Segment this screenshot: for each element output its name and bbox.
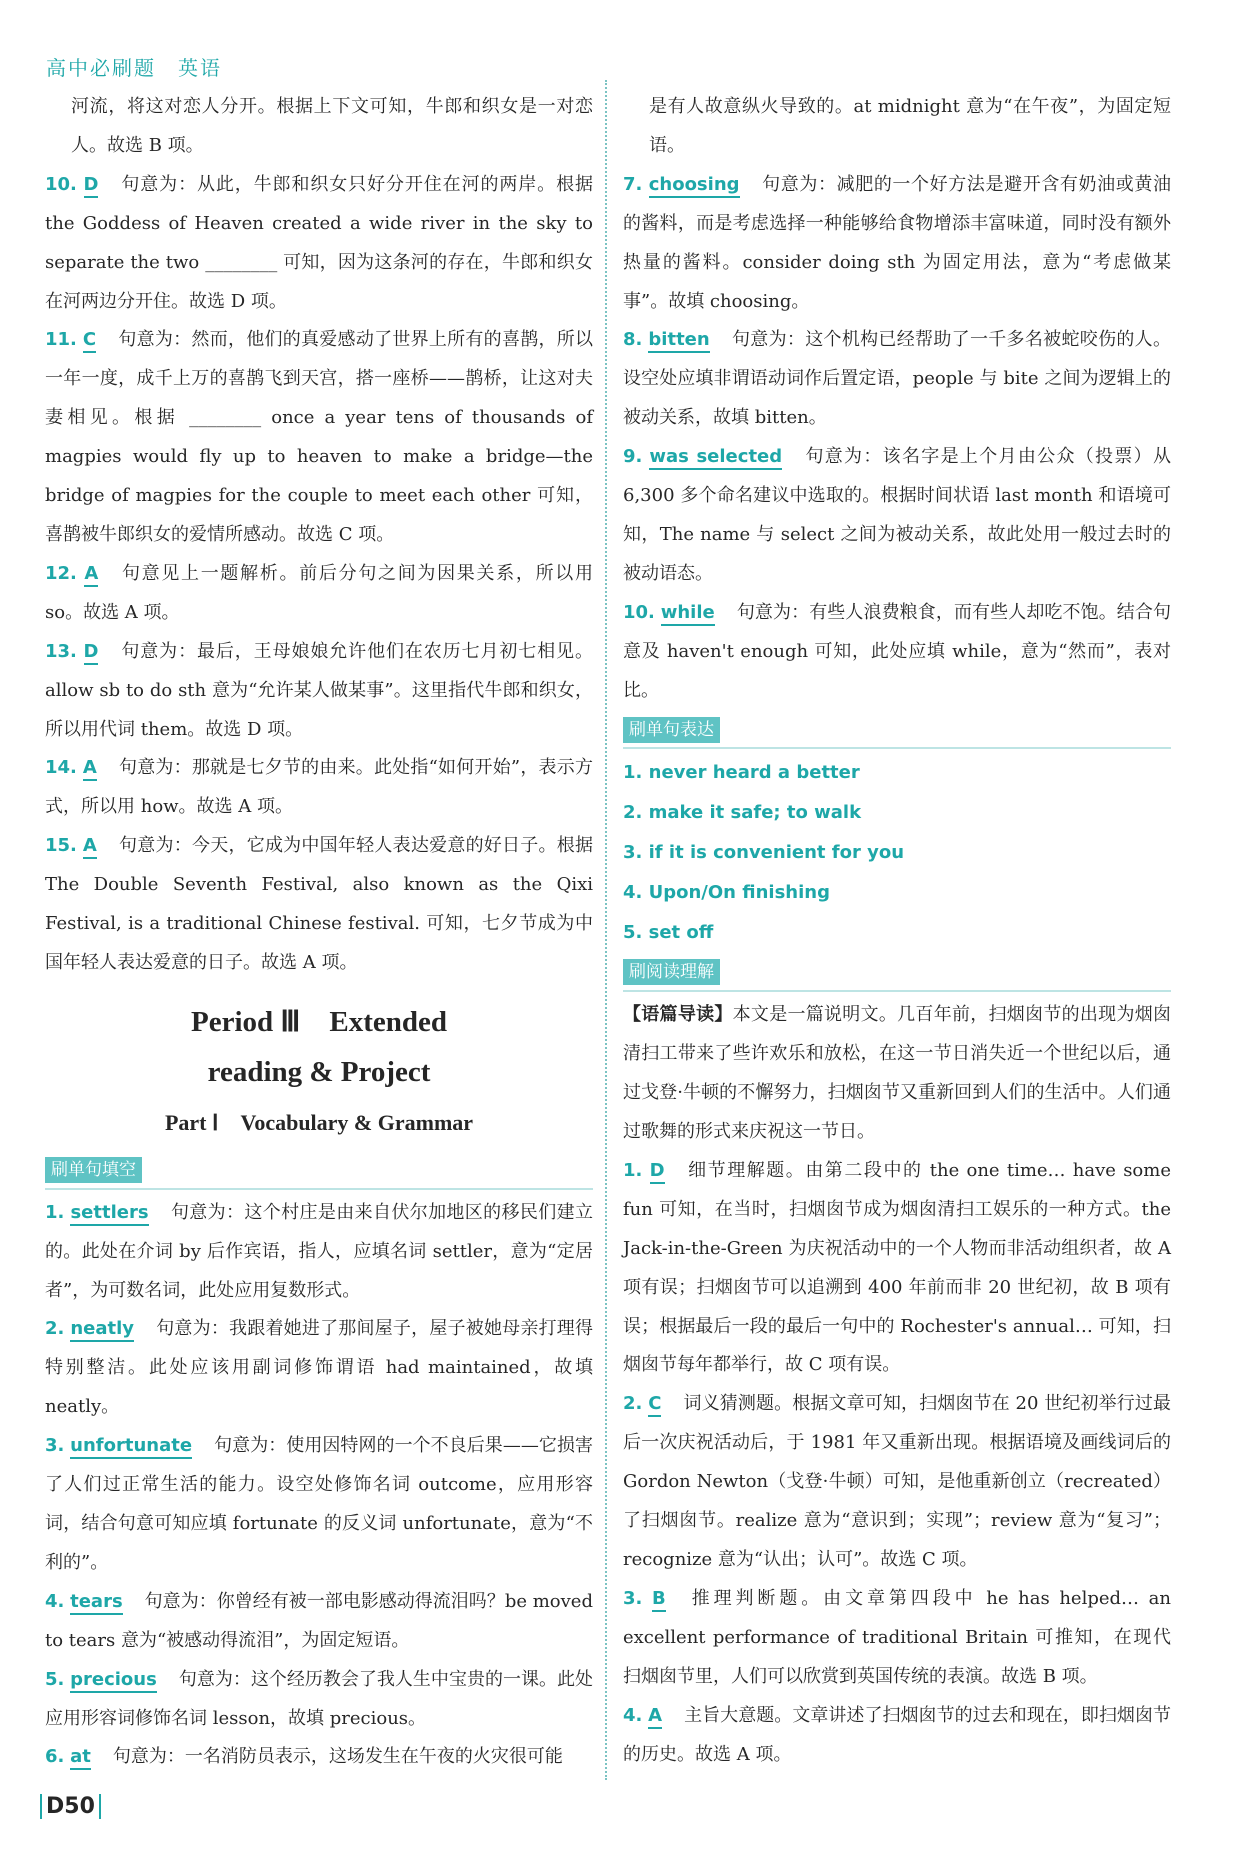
answer-key: at xyxy=(70,1746,91,1770)
answer-item xyxy=(45,1310,593,1427)
answer-key: precious xyxy=(70,1669,157,1693)
answer-number: 6. xyxy=(45,1746,65,1768)
answer-key: was selected xyxy=(649,446,782,470)
answer-explanation: 句意为：最后，王母娘娘允许他们在农历七月初七相见。allow sb to do sth 意为“允许某人做某事”。这里指代牛郎和织女，所以用代词 them。故选 D 项。 xyxy=(45,640,593,740)
expression-answer: 1. never heard a better xyxy=(623,762,860,784)
answer-key: unfortunate xyxy=(70,1435,192,1459)
answer-item xyxy=(45,321,593,554)
answer-explanation: 句意为：有些人浪费粮食，而有些人却吃不饱。结合句意及 haven't enough 可知，此处应填 while，意为“然而”，表对比。 xyxy=(623,601,1171,701)
answer-key: A xyxy=(83,835,97,859)
answer-item xyxy=(45,1194,593,1311)
answer-item xyxy=(623,321,1171,438)
answer-number: 2. xyxy=(45,1318,65,1340)
answer-number: 14. xyxy=(45,757,77,779)
answer-item xyxy=(623,1385,1171,1580)
answer-item xyxy=(623,438,1171,594)
answer-item xyxy=(45,1427,593,1583)
answer-explanation: 词义猜测题。根据文章可知，扫烟囱节在 20 世纪初举行过最后一次庆祝活动后，于 1981 年又重新出现。根据语境及画线词后的 Gordon Newton（戈登·牛顿）可知，是他重新创立（recreated）了扫烟囱节。realize 意为“意识到；实现”；review 意为“复习”；recognize 意为“认出；认可”。故选 C 项。 xyxy=(623,1393,1171,1570)
answer-number: 10. xyxy=(45,173,77,195)
reading-answer-list xyxy=(623,1152,1171,1775)
reading-guide-label: 【语篇导读】 xyxy=(623,1004,733,1026)
answer-item xyxy=(45,633,593,750)
answer-explanation: 句意为：这个经历教会了我人生中宝贵的一课。此处应用形容词修饰名词 lesson，故填 precious。 xyxy=(45,1668,593,1729)
answer-number: 3. xyxy=(623,1587,643,1609)
answer-explanation: 句意为：从此，牛郎和织女只好分开住在河的两岸。根据 the Goddess of Heaven created a wide river in the sky to separate the two ________ 可知，因为这条河的存在，牛郎和织女在河两边分开住。故选 D 项。 xyxy=(45,173,593,312)
answer-number: 4. xyxy=(45,1590,65,1612)
fill-answer-list-continued xyxy=(623,166,1171,711)
answer-number: 3. xyxy=(45,1435,65,1457)
answer-explanation: 句意为：减肥的一个好方法是避开含有奶油或黄油的酱料，而是考虑选择一种能够给食物增添丰富味道，同时没有额外热量的酱料。consider doing sth 为固定用法，意为“考虑做某事”。故填 choosing。 xyxy=(623,173,1171,312)
expression-answer: 4. Upon/On finishing xyxy=(623,882,830,904)
page-header: 高中必刷题 英语 xyxy=(46,56,222,80)
fill-answer-list xyxy=(45,1194,593,1778)
answer-number: 1. xyxy=(45,1201,65,1223)
answer-key: D xyxy=(84,641,99,665)
period-title-line2: reading & Project xyxy=(207,1055,431,1088)
expression-answer: 5. set off xyxy=(623,922,714,944)
reading-guide-text: 本文是一篇说明文。几百年前，扫烟囱节的出现为烟囱清扫工带来了些许欢乐和放松，在这一节日消失近一个世纪以后，通过戈登·牛顿的不懈努力，扫烟囱节又重新回到人们的生活中。人们通过歌舞的形式来庆祝这一节日。 xyxy=(623,1004,1171,1143)
section-read-line xyxy=(623,990,1171,992)
answer-explanation: 句意为：这个村庄是由来自伏尔加地区的移民们建立的。此处在介词 by 后作宾语，指人，应填名词 settler，意为“定居者”，为可数名词，此处应用复数形式。 xyxy=(45,1201,593,1301)
expression-answer-list xyxy=(623,753,1171,953)
answer-item xyxy=(623,166,1171,322)
answer-key: A xyxy=(83,757,97,781)
answer-item xyxy=(45,1661,593,1739)
answer-key: D xyxy=(650,1160,665,1184)
answer-number: 12. xyxy=(45,562,77,584)
answer-explanation: 句意为：我跟着她进了那间屋子，屋子被她母亲打理得特别整洁。此处应该用副词修饰谓语 had maintained，故填 neatly。 xyxy=(45,1318,593,1418)
answer-item xyxy=(623,1152,1171,1385)
right-intro: 是有人故意纵火导致的。at midnight 意为“在午夜”，为固定短语。 xyxy=(649,96,1171,156)
answer-key: choosing xyxy=(649,174,740,198)
answer-number: 8. xyxy=(623,329,643,351)
section-expr-line xyxy=(623,747,1171,749)
period-title-line1: Period Ⅲ Extended xyxy=(190,1005,448,1038)
answer-key: while xyxy=(661,602,715,626)
answer-number: 5. xyxy=(45,1668,65,1690)
answer-explanation: 句意为：该名字是上个月由公众（投票）从 6,300 多个命名建议中选取的。根据时间状语 last month 和语境可知，The name 与 select 之间为被动关系，故此处用一般过去时的被动语态。 xyxy=(623,446,1171,584)
part-title: Part Ⅰ Vocabulary & Grammar xyxy=(164,1109,474,1135)
answer-item xyxy=(623,1580,1171,1697)
answer-key: B xyxy=(652,1588,666,1612)
answer-item xyxy=(45,1738,593,1777)
answer-explanation: 句意为：你曾经有被一部电影感动得流泪吗？be moved to tears 意为“被感动得流泪”，为固定短语。 xyxy=(45,1590,593,1651)
reading-guide xyxy=(623,996,1171,1152)
answer-explanation: 句意为：那就是七夕节的由来。此处指“如何开始”，表示方式，所以用 how。故选 A 项。 xyxy=(45,757,593,818)
answer-key: A xyxy=(84,563,98,587)
answer-explanation: 句意为：然而，他们的真爱感动了世界上所有的喜鹊，所以一年一度，成千上万的喜鹊飞到天宫，搭一座桥——鹊桥，让这对夫妻相见。根据 ________ once a year tens of thousands of magpies would fly up to heaven to make a bridge—the bridge of magpies for the couple to meet each other 可知，喜鹊被牛郎织女的爱情所感动。故选 C 项。 xyxy=(45,329,593,545)
expression-answer: 2. make it safe; to walk xyxy=(623,802,862,824)
section-read-tag: 刷阅读理解 xyxy=(623,959,720,985)
left-intro: 河流，将这对恋人分开。根据上下文可知，牛郎和织女是一对恋人。故选 B 项。 xyxy=(71,96,593,156)
answer-number: 2. xyxy=(623,1393,643,1415)
answer-key: A xyxy=(648,1705,662,1729)
expression-answer: 3. if it is convenient for you xyxy=(623,842,905,864)
answer-explanation: 句意为：今天，它成为中国年轻人表达爱意的好日子。根据 The Double Seventh Festival, also known as the Qixi Festival, is a traditional Chinese festival. 可知，七夕节成为中国年轻人表达爱意的日子。故选 A 项。 xyxy=(45,835,593,973)
answer-item xyxy=(623,594,1171,711)
answer-explanation: 句意为：使用因特网的一个不良后果——它损害了人们过正常生活的能力。设空处修饰名词 outcome，应用形容词，结合句意可知应填 fortunate 的反义词 unfortunate，意为“不利的”。 xyxy=(45,1435,593,1573)
answer-key: neatly xyxy=(70,1318,134,1342)
answer-item xyxy=(45,555,593,633)
answer-number: 1. xyxy=(623,1159,643,1181)
period-title xyxy=(45,997,593,1141)
section-fill-tag: 刷单句填空 xyxy=(45,1157,142,1183)
answer-number: 13. xyxy=(45,640,77,662)
answer-key: settlers xyxy=(70,1202,148,1226)
answer-item xyxy=(623,1697,1171,1775)
answer-number: 4. xyxy=(623,1704,643,1726)
answer-explanation: 句意为：一名消防员表示，这场发生在午夜的火灾很可能 xyxy=(112,1746,563,1768)
answer-explanation: 句意为：这个机构已经帮助了一千多名被蛇咬伤的人。设空处应填非谓语动词作后置定语，people 与 bite 之间为逻辑上的被动关系，故填 bitten。 xyxy=(623,329,1171,429)
answer-number: 11. xyxy=(45,329,77,351)
section-expr-tag: 刷单句表达 xyxy=(623,717,720,743)
answer-explanation: 推理判断题。由文章第四段中 he has helped… an excellent performance of traditional Britain 可推知，在现代扫烟囱节里，人们可以欣赏到英国传统的表演。故选 B 项。 xyxy=(623,1587,1171,1687)
left-column xyxy=(45,88,593,1777)
column-divider xyxy=(605,80,607,1780)
answer-key: C xyxy=(648,1393,661,1417)
answer-key: tears xyxy=(70,1591,123,1615)
left-answer-list xyxy=(45,166,593,983)
section-fill-line xyxy=(45,1188,593,1190)
answer-number: 15. xyxy=(45,835,77,857)
answer-item xyxy=(45,1583,593,1661)
answer-key: C xyxy=(83,329,96,353)
answer-key: bitten xyxy=(648,329,709,353)
answer-item xyxy=(45,166,593,322)
answer-key: D xyxy=(84,174,99,198)
answer-explanation: 细节理解题。由第二段中的 the one time… have some fun 可知，在当时，扫烟囱节成为烟囱清扫工娱乐的一种方式。the Jack-in-the-Green 为庆祝活动中的一个人物而非活动组织者，故 A 项有误；扫烟囱节可以追溯到 400 年前而非 20 世纪初，故 B 项有误；根据最后一段的最后一句中的 Rochester's annual… 可知，扫烟囱节每年都举行，故 C 项有误。 xyxy=(623,1159,1171,1376)
answer-explanation: 句意见上一题解析。前后分句之间为因果关系，所以用 so。故选 A 项。 xyxy=(45,562,593,623)
answer-number: 9. xyxy=(623,446,643,468)
answer-item xyxy=(45,827,593,983)
answer-number: 7. xyxy=(623,173,643,195)
answer-number: 10. xyxy=(623,601,655,623)
right-column xyxy=(623,88,1171,1774)
page-number: D50 xyxy=(40,1794,101,1819)
answer-item xyxy=(45,749,593,827)
answer-explanation: 主旨大意题。文章讲述了扫烟囱节的过去和现在，即扫烟囱节的历史。故选 A 项。 xyxy=(623,1704,1171,1765)
